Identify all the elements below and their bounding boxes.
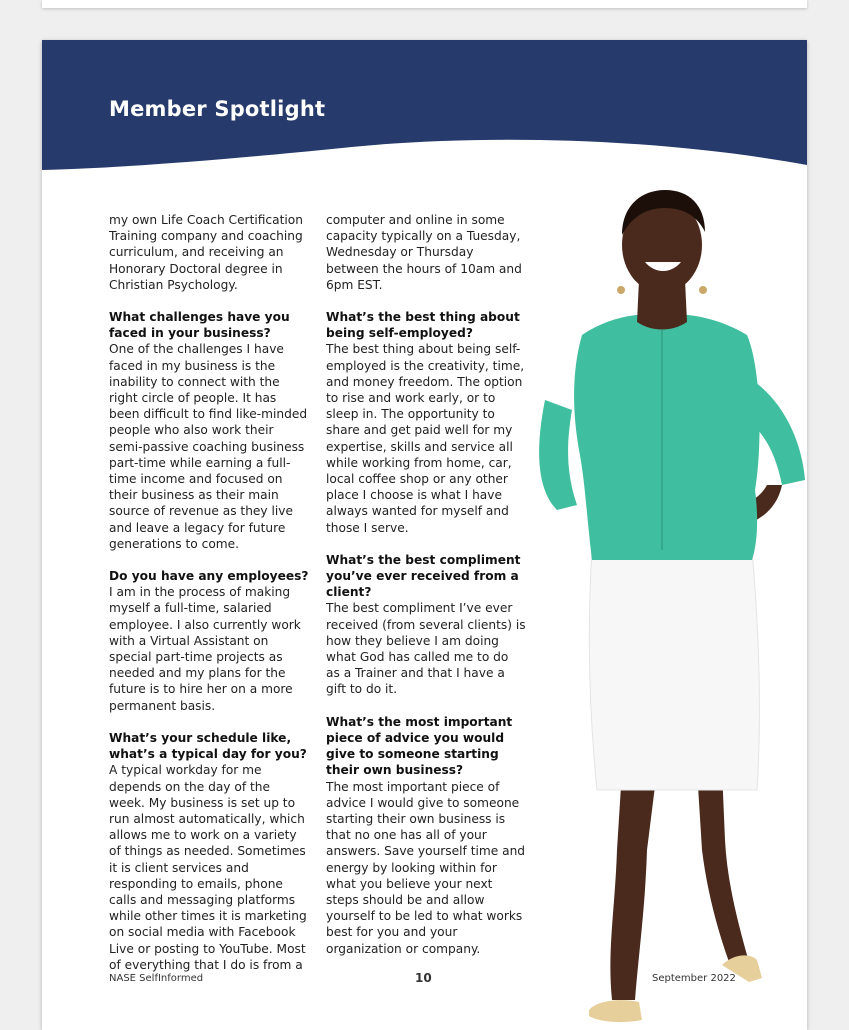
legs <box>697 770 749 970</box>
shoes <box>589 1000 642 1022</box>
page-title: Member Spotlight <box>109 97 326 121</box>
footer-publication: NASE SelfInformed <box>109 973 204 984</box>
article-paragraph: computer and online in some capacity typically on a Tuesday, Wednesday or Thursday between the hours of 10am and 6pm EST. <box>326 213 522 292</box>
footer-date: September 2022 <box>652 973 736 984</box>
interview-answer: I am in the process of making myself a full-time, salaried employee. I also currently work with a Virtual Assistant on special part-time projects as needed and my plans for the future is to hire her on a more permanent basis. <box>109 585 301 713</box>
interview-answer: A typical workday for me depends on the day of the week. My business is set up to run almost automatically, which allows me to work on a variety of things as needed. Sometimes it is client services and responding to emails, phone calls and messaging platforms while other times it is marketing on social media with Facebook Live or posting to YouTube. Most of everything that I do is from a <box>109 763 307 972</box>
interview-question: What’s the best thing about being self-employed? <box>326 310 520 341</box>
earring <box>699 286 707 294</box>
interview-question: What’s the most important piece of advice you would give to someone starting their own business? <box>326 714 513 778</box>
previous-page-edge <box>42 0 807 8</box>
interview-question: What challenges have you faced in your business? <box>109 310 290 341</box>
interview-answer: One of the challenges I have faced in my business is the inability to connect with the right circle of people. It has been difficult to find like-minded people who also work their semi-passive coaching business part-time while earning a full-time income and focused on their business as their main source of revenue as they live and leave a legacy for future generations to come. <box>109 342 308 551</box>
interview-question: Do you have any employees? <box>109 569 309 584</box>
interview-answer: The best compliment I’ve ever received (from several clients) is how they believe I am doing what God has called me to do as a Trainer and that I have a gift to do it. <box>326 601 526 697</box>
article-paragraph: my own Life Coach Certification Training company and coaching curriculum, and receiving an Honorary Doctoral degree in Christian Psychology. <box>109 213 303 292</box>
interview-question: What’s your schedule like, what’s a typical day for you? <box>109 730 307 762</box>
member-photo <box>527 150 807 1030</box>
article-column-2 <box>326 212 526 973</box>
article-column-1 <box>109 212 309 989</box>
interview-answer: The most important piece of advice I would give to someone starting their own business is that no one has all of your answers. Save yourself time and energy by looking within for what you believe your next steps should be and allow yourself to be led to what works best for you and your organization or company. <box>326 779 526 956</box>
interview-answer: The best thing about being self-employed is the creativity, time, and money freedom. The option to rise and work early, or to sleep in. The opportunity to share and get paid well for my expertise, skills and service all while working from home, car, local coffee shop or any other place I choose is what I have always wanted for myself and those I serve. <box>326 342 525 535</box>
arm <box>539 400 577 510</box>
footer-page-number: 10 <box>415 971 432 985</box>
legs <box>610 770 657 1000</box>
magazine-page <box>42 40 807 1030</box>
green-blouse <box>574 314 759 560</box>
earring <box>617 286 625 294</box>
interview-question: What’s the best compliment you’ve ever received from a client? <box>326 552 521 600</box>
white-skirt <box>589 550 759 790</box>
